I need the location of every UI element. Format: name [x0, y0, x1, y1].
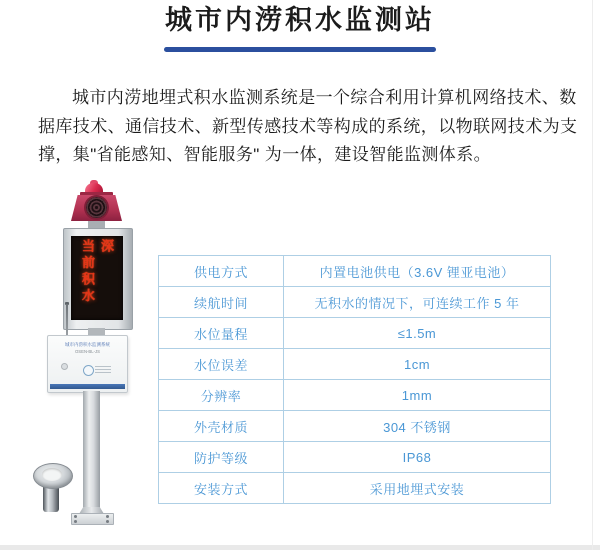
spec-label: 防护等级 [159, 442, 284, 473]
intro-paragraph [38, 84, 578, 170]
intro-line: 撑，集"省能感知、智能服务" 为一体，建设智能监测体系。 [38, 145, 491, 164]
display-mount [88, 328, 105, 335]
spec-value: 内置电池供电（3.6V 锂亚电池） [284, 256, 551, 287]
spec-label: 续航时间 [159, 287, 284, 318]
spec-label: 分辨率 [159, 380, 284, 411]
led-screen [71, 236, 123, 320]
indicator-led [61, 363, 68, 370]
table-row [159, 318, 551, 349]
page-bottom-divider [0, 545, 600, 550]
spec-value: IP68 [284, 442, 551, 473]
table-row [159, 287, 551, 318]
spec-label: 水位量程 [159, 318, 284, 349]
page-right-edge [592, 0, 593, 550]
table-row [159, 411, 551, 442]
base-bolt [74, 520, 77, 523]
spec-value: ≤1.5m [284, 318, 551, 349]
page-title: 城市内涝积水监测站 [165, 5, 435, 35]
spec-value: 采用地埋式安装 [284, 473, 551, 504]
monitoring-station-illustration [0, 180, 170, 550]
speaker-grille-icon [86, 197, 107, 218]
title-underline [164, 47, 436, 52]
control-box-title: 城市内涝积水监测系统 [64, 342, 110, 348]
control-box-model: OSEN-BL-JS [74, 349, 101, 355]
spec-table [158, 255, 551, 504]
spec-label: 外壳材质 [159, 411, 284, 442]
base-bolt [74, 515, 77, 518]
spec-value: 1cm [284, 349, 551, 380]
table-row [159, 473, 551, 504]
spec-value: 304 不锈钢 [284, 411, 551, 442]
table-row [159, 349, 551, 380]
base-bolt [106, 520, 109, 523]
spec-label: 供电方式 [159, 256, 284, 287]
base-bolt [106, 515, 109, 518]
table-row [159, 380, 551, 411]
buried-sensor-core [42, 468, 62, 481]
led-display-text: 当前积水深 [80, 239, 114, 305]
intro-line: 城市内涝地埋式积水监测系统是一个综合利用计算机网络技术、数 [72, 88, 577, 107]
brand-logo-text-lines [95, 366, 111, 373]
spec-value: 无积水的情况下，可连续工作 5 年 [284, 287, 551, 318]
brand-logo-icon [83, 365, 94, 376]
mounting-pole [83, 391, 100, 509]
control-box-footer-strip [50, 384, 125, 389]
table-row [159, 256, 551, 287]
spec-label: 安装方式 [159, 473, 284, 504]
spec-label: 水位误差 [159, 349, 284, 380]
intro-line: 据库技术、通信技术、新型传感技术等构成的系统，以物联网技术为支 [38, 116, 578, 136]
spec-value: 1mm [284, 380, 551, 411]
table-row [159, 442, 551, 473]
siren-bracket [88, 221, 105, 228]
control-box [47, 335, 128, 393]
